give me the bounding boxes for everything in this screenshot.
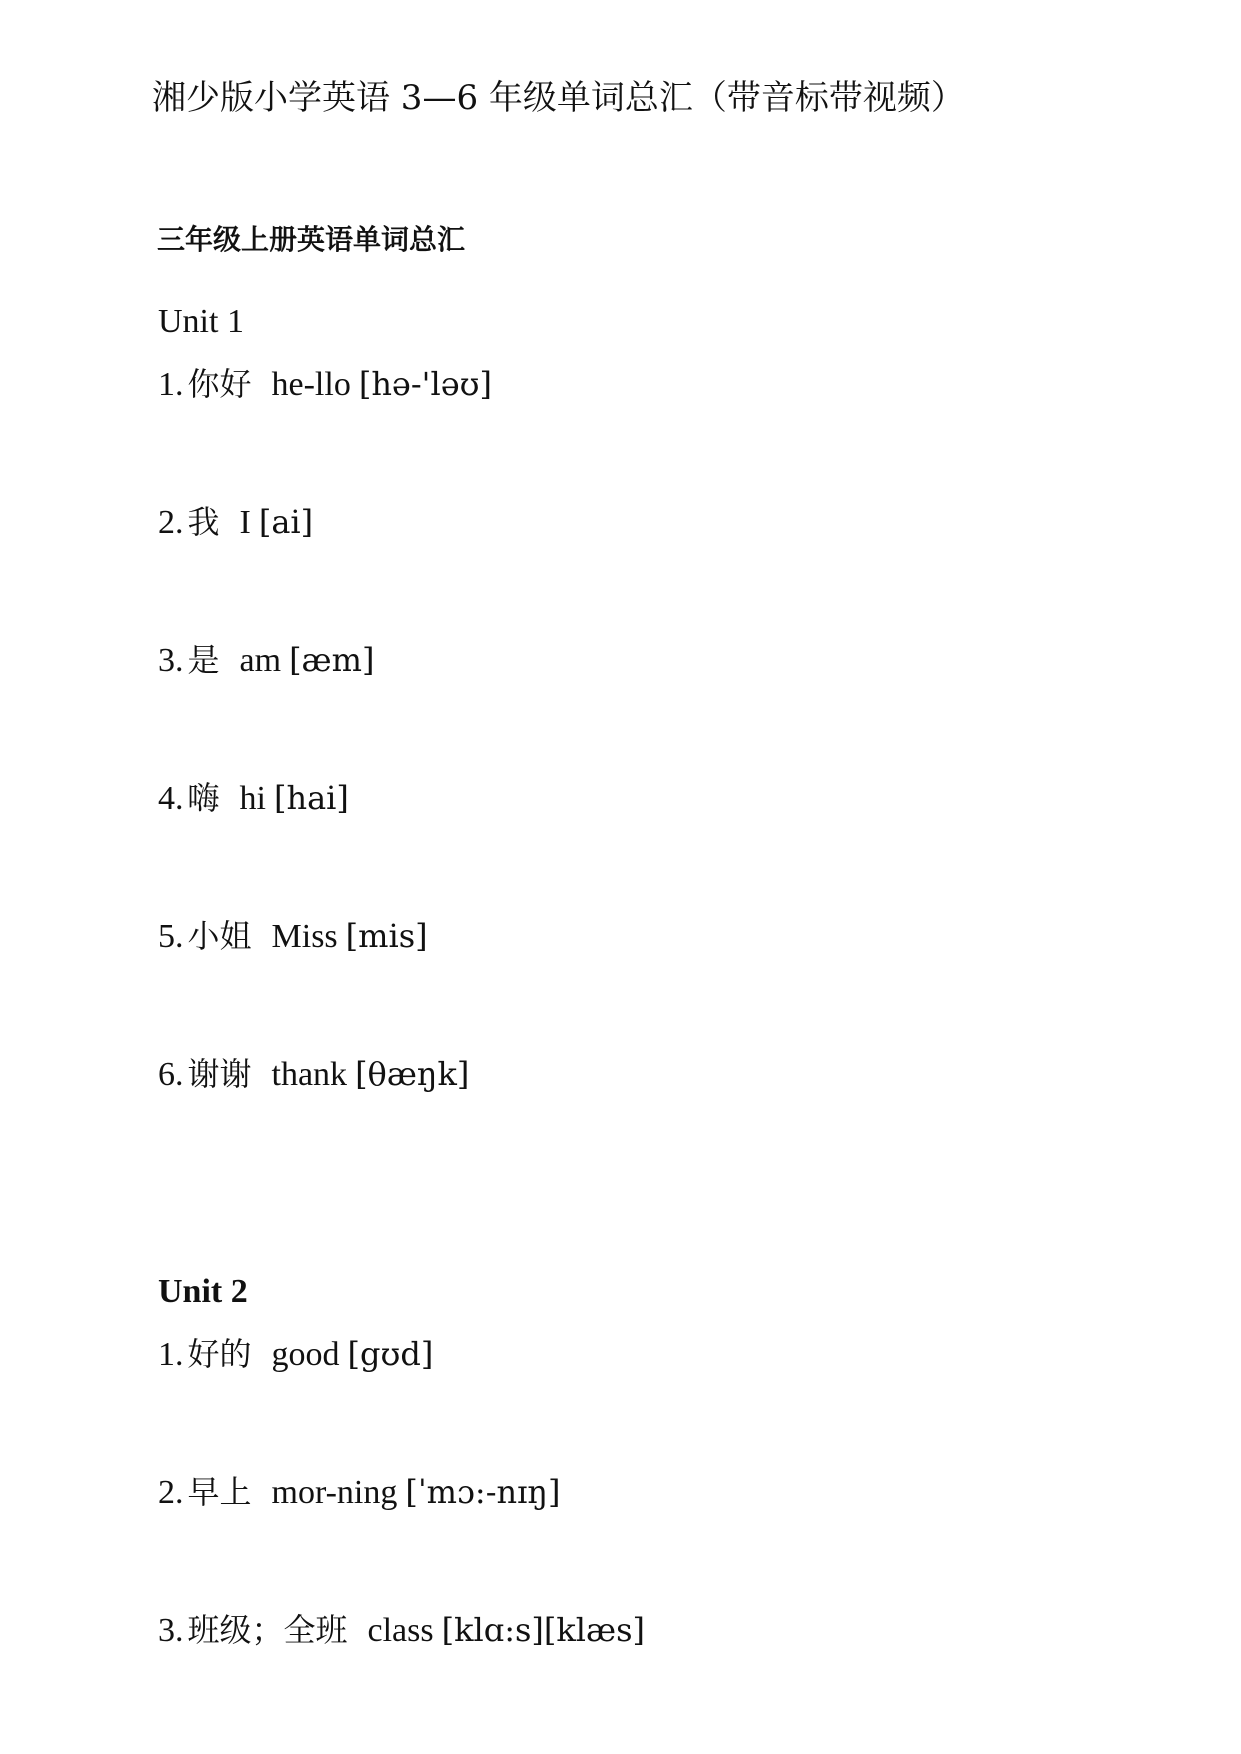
entry-english: Miss xyxy=(271,918,338,955)
entry-chinese: 好的 xyxy=(187,1335,252,1373)
entry-number: 4. xyxy=(158,780,184,817)
entry-phonetic: [klɑ:s][klæs] xyxy=(441,1611,645,1649)
vocab-entry xyxy=(158,1334,433,1375)
entry-phonetic: [mis] xyxy=(345,917,428,955)
entry-english: class xyxy=(367,1612,434,1649)
entry-chinese: 我 xyxy=(187,503,220,541)
entry-number: 3. xyxy=(158,1612,184,1649)
entry-chinese: 班级；全班 xyxy=(187,1611,348,1649)
entry-english: hi xyxy=(239,780,266,817)
unit-heading: Unit 2 xyxy=(158,1273,248,1310)
unit-heading: Unit 1 xyxy=(158,303,244,340)
entry-chinese: 谢谢 xyxy=(187,1055,252,1093)
entry-number: 2. xyxy=(158,504,184,541)
entry-number: 6. xyxy=(158,1056,184,1093)
entry-chinese: 小姐 xyxy=(187,917,252,955)
entry-english: thank xyxy=(271,1056,348,1093)
entry-chinese: 你好 xyxy=(187,365,252,403)
vocab-entry xyxy=(158,640,374,681)
entry-chinese: 嗨 xyxy=(187,779,220,817)
entry-number: 1. xyxy=(158,366,184,403)
section-title: 三年级上册英语单词总汇 xyxy=(157,223,466,256)
entry-phonetic: [hə-'ləʊ] xyxy=(358,365,492,403)
entry-phonetic: [æm] xyxy=(289,641,375,679)
entry-english: he-llo xyxy=(271,366,351,403)
entry-phonetic: [θæŋk] xyxy=(355,1055,470,1093)
entry-number: 1. xyxy=(158,1336,184,1373)
vocab-entry xyxy=(158,778,349,819)
vocab-entry xyxy=(158,502,313,543)
vocab-entry xyxy=(158,916,428,957)
entry-english: am xyxy=(239,642,282,679)
entry-phonetic: [gʊd] xyxy=(347,1335,434,1373)
entry-chinese: 早上 xyxy=(187,1473,252,1511)
entry-phonetic: [ai] xyxy=(258,503,314,541)
vocab-entry xyxy=(158,1472,560,1513)
vocab-entry xyxy=(158,1610,645,1651)
entry-phonetic: [ˈmɔ:-nɪŋ] xyxy=(405,1473,561,1511)
vocab-entry xyxy=(158,1054,469,1095)
entry-chinese: 是 xyxy=(187,641,220,679)
document-title: 湘少版小学英语 3—6 年级单词总汇（带音标带视频） xyxy=(152,78,965,118)
vocab-entry xyxy=(158,364,492,405)
entry-number: 2. xyxy=(158,1474,184,1511)
entry-english: good xyxy=(271,1336,340,1373)
entry-phonetic: [hai] xyxy=(273,779,349,817)
entry-number: 3. xyxy=(158,642,184,679)
entry-english: mor-ning xyxy=(271,1474,398,1511)
entry-english: I xyxy=(239,504,251,541)
entry-number: 5. xyxy=(158,918,184,955)
